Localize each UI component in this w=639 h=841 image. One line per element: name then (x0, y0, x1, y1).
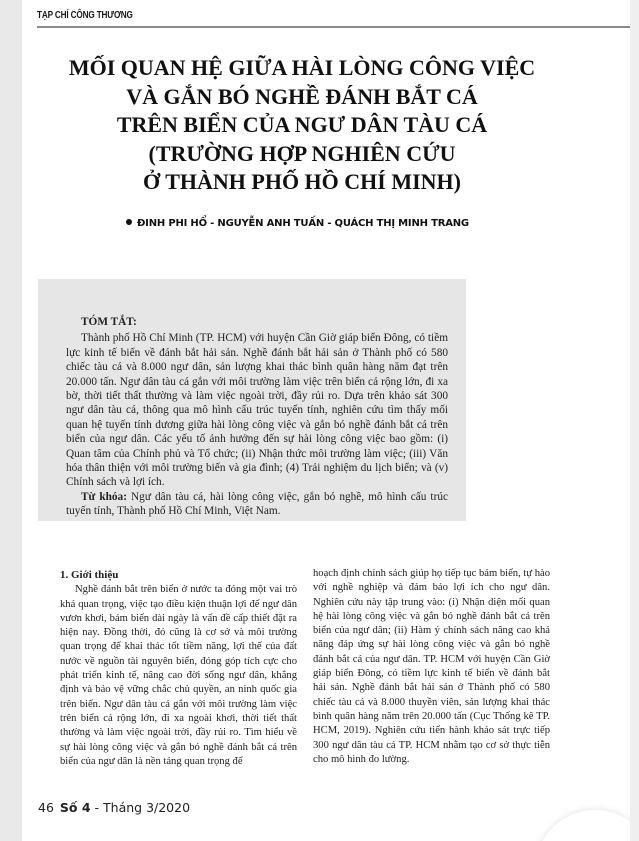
title-line: (TRƯỜNG HỢP NGHIÊN CỨU (148, 140, 456, 166)
floating-scroll-button[interactable] (535, 810, 630, 841)
document-page (22, 0, 630, 841)
author-line (126, 218, 469, 229)
abstract-body: Thành phố Hồ Chí Minh (TP. HCM) với huyện Cần Giờ giáp biển Đông, có tiềm lực kinh tế biển về đánh bắt hải sản. Nghề đánh bắt hải sản ở Thành phố có 580 chiếc tàu cá và 8.000 ngư dân, sản lượng khai thác bình quân hàng năm đạt trên 20.000 tấn. Ngư dân tàu cá gắn với môi trường làm việc trên biển cả rộng lớn, đi xa bờ, thời tiết thất thường và làm việc ngoài trời, đầy rủi ro. Dựa trên khảo sát 300 ngư dân tàu cá, thông qua mô hình cấu trúc tuyến tính, nghiên cứu tìm thấy mối quan hệ tuyến tính dương giữa hài lòng công việc và gắn bó nghề đánh bắt cá trên biển của ngư dân. Các yếu tố ảnh hưởng đến sự hài lòng công việc bao gồm: (i) Quan tâm của Chính phủ và Tổ chức; (ii) Nhận thức môi trường làm việc; (iii) Văn hóa thân thiện với môi trường biển và gia đình; (4) Trải nghiệm du lịch biển; và (v) Chính sách và lợi ích. (66, 332, 448, 489)
article-title (22, 54, 582, 197)
authors: ĐINH PHI HỔ - NGUYỄN ANH TUẤN - QUÁCH THỊ MINH TRANG (137, 218, 469, 229)
abstract-heading: TÓM TẮT: (81, 316, 137, 328)
title-line: TRÊN BIỂN CỦA NGƯ DÂN TÀU CÁ (116, 112, 488, 138)
viewer-scrollbar-track[interactable] (630, 0, 639, 841)
masthead-rule (37, 26, 630, 28)
journal-masthead: TẠP CHÍ CÔNG THƯƠNG (37, 9, 133, 21)
intro-paragraph-right: hoạch định chính sách giúp họ tiếp tục bám biển, tự hào với nghề nghiệp và đảm bảo lợi ích cho ngư dân. Nghiên cứu này tập trung vào: (i) Nhận diện mối quan hệ hài lòng công việc và gắn bó nghề đánh bắt cá trên biển của ngư dân; (ii) Hàm ý chính sách nâng cao khả năng đáp ứng sự hài lòng công việc và gắn bó nghề đánh bắt cá của ngư dân. TP. HCM với huyện Cần Giờ giáp biển Đông, có tiềm lực kinh tế biển về đánh bắt hải sản. Nghề đánh bắt hải sản ở Thành phố có 580 chiếc tàu cá và 8.000 thuyền viên, sản lượng khai thác bình quân hàng năm trên 20.000 tấn (Cục Thống kê TP. HCM, 2019). Nghiên cứu tiến hành khảo sát trực tiếp 300 ngư dân tàu cá TP. HCM nhằm tạo cơ sở thực tiễn cho mô hình đo lường. (313, 568, 550, 765)
keywords (66, 490, 448, 519)
page-number: 46 (38, 800, 54, 815)
issue-number: Số 4 (59, 800, 91, 815)
bullet-icon (126, 219, 132, 225)
intro-paragraph-left: Nghề đánh bắt trên biển ở nước ta đóng một vai trò khá quan trọng, việc tạo điều kiện thuận lợi để ngư dân vươn khơi, bám biển dài ngày là vấn đề cấp thiết đặt ra hiện nay. Đồng thời, đó cũng là cơ sở và môi trường quan trọng để khai thác tốt tiềm năng, lợi thế của đất nước về nguồn tài nguyên biển, đóng góp tích cực cho phát triển kinh tế, nâng cao đời sống ngư dân, khẳng định và bảo vệ vững chắc chủ quyền, an ninh quốc gia trên biển. Ngư dân tàu cá gắn với môi trường làm việc trên biển cả rộng lớn, đi xa ngoài khơi, thời tiết thất thường và làm việc ngoài trời, đầy rủi ro. Tìm hiểu về sự hài lòng công việc và gắn bó nghề đánh bắt cá trên biển của ngư dân là nền tảng quan trọng để (60, 584, 297, 767)
footer-separator: - (90, 800, 104, 815)
issue-month: Tháng 3/2020 (103, 800, 191, 815)
title-line: MỐI QUAN HỆ GIỮA HÀI LÒNG CÔNG VIỆC (68, 55, 536, 80)
keywords-label: Từ khóa: (81, 490, 127, 503)
title-line: VÀ GẮN BÓ NGHỀ ĐÁNH BẮT CÁ (126, 83, 478, 109)
title-line: Ở THÀNH PHỐ HỒ CHÍ MINH) (143, 169, 461, 195)
abstract-box (38, 279, 466, 521)
left-column (60, 568, 297, 769)
right-column (313, 567, 550, 767)
section-heading: 1. Giới thiệu (60, 569, 119, 581)
page-footer (38, 800, 190, 815)
keywords-text: Ngư dân tàu cá, hài lòng công việc, gắn bó nghề, mô hình cấu trúc tuyến tính, Thành phố Hồ Chí Minh, Việt Nam. (66, 490, 448, 518)
